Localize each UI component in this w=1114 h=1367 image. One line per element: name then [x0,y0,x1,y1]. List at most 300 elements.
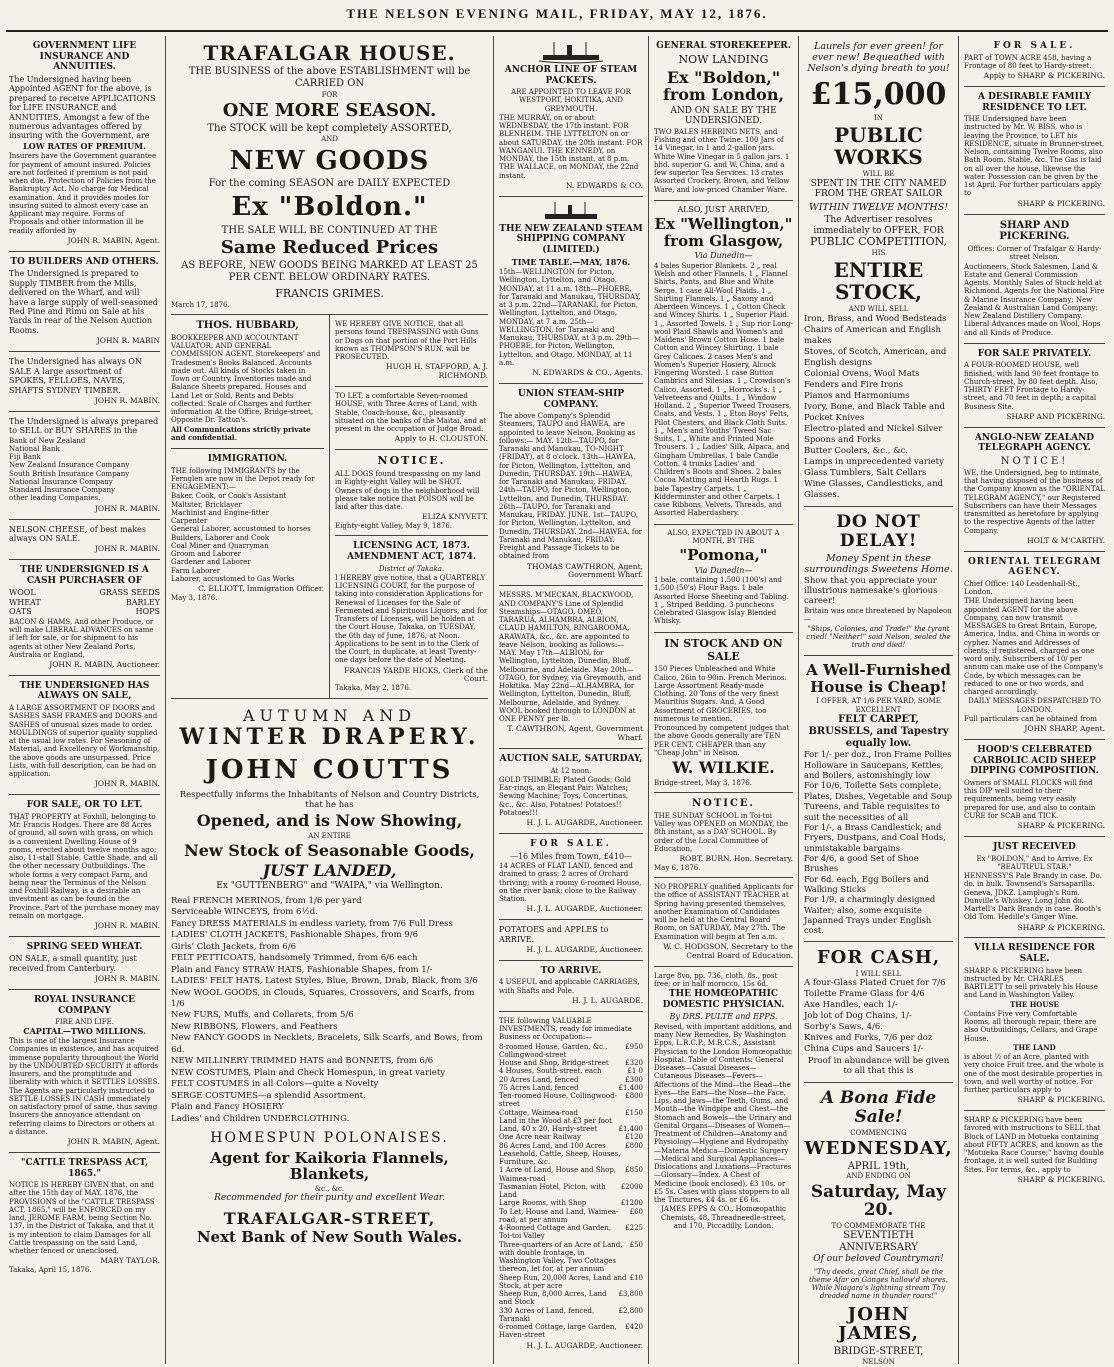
produce-left: WHEAT [9,597,41,607]
ad-capital: CAPITAL—TWO MILLIONS. [23,1025,146,1036]
ad-district: District of Takaka. [378,564,445,573]
list-item: South British Insurance Company [9,469,130,478]
investment-price: £2,800 [618,1306,643,1315]
ad-amount: £15,000 [810,76,947,112]
ad-note: All Communications strictly private and confidential. [171,424,311,442]
ad-body: TO LET, a comfortable Seven-roomed HOUSE, with Three Acres of Land, with Stable, Coach-house, &c., pleasantly situated on the banks of the Maitai, and at present in the occupation of Judge Broad. [335,392,487,434]
ad-body: A LARGE ASSORTMENT OF DOORS and SASHES SASH FRAMES and DOORS and SASHES of unusual sizes made to order. MOULDINGS of superior quality supplied at the usual low rates. For Seasoning of Material, and Excellency of Workmanship, the above goods are unsurpassed. Price Lists, with full description, can be had on application. [9,704,160,779]
ad-heading: NOTICE. [377,454,446,468]
ad-wednesday: WEDNESDAY, [804,1137,953,1159]
ad-heading: THE NEW ZEALAND STEAM SHIPPING COMPANY (LIMITED.) [499,223,643,256]
ad-investments [499,1012,643,1356]
list-item: Fiji Bank [9,453,41,462]
ad-wellington [654,201,793,525]
list-item: Baker, Cook, or Cook's Assistant [171,492,287,501]
list-item: Electro-plated and Nickel Silver Spoons and Forks [804,424,943,446]
ad-signer: Apply to SHARP & PICKERING. [983,71,1105,81]
ad-daily: DAILY MESSAGES DESPATCHED TO LONDON. [968,697,1101,714]
ad-price: Large 8vo, pp. 736, cloth, 8s., post free; or in half morocco, 15s 6d. [654,971,778,988]
ad-body: The above Company's Splendid Steamers, TAUPO and HAWEA, are appointed to leave Nelson, Booking as follows:— MAY. 12th—TAUPO, for Taranaki and Manukau, TO-NIGHT (FRIDAY), at 8 o'clock. 13th—HAWEA, for Picton, Wellington, Lyttelton, and Dunedin, THURSDAY. 19th—HAWEA, for Taranaki and Manukau, FRIDAY. 24th—TAUPO, for Picton, Wellington, Lyttelton, and Dunedin, THURSDAY. 26th—TAUPO, for Taranaki and Manukau, FRIDAY. JUNE. 1st—TAUPO, for Picton, Wellington, Lyttelton, and Dunedin, THURSDAY. 2nd—HAWEA, for Taranaki and Manukau, FRIDAY. Freight and Passage Tickets to be obtained from [499,412,643,561]
ad-body: 4 bales Superior Blankets. 2 „ real Welsh and other Flannels. 1 „ Flannel Shirts, Pants, and Blue and White Serge. 1 case All-Wool Plaids. 1 „ Shirting Flannels. 1 „ Saxony and Aberdeen Winceys. 1 „ Cotton Check and Wincey Shirts. 1 „ Superior Plaid. 1 „ Assorted Towels. 1 „ Sup rior Long-wool Plaid Shawls and Women's and Maidens' Brown Cotton Hose. 1 bale Cotton and Wincey Shirting. 1 bale Grey Calicoes. 2 cases Men's and Women's Superior Hosiery, Alcock Fingering Worsted. 1 case Button Cambrics and Silesias. 1 „ Crowdson's Calico, Assorted. 1 „ Horrocks's. 1 „ Velveteens and Quilts. 1 „ Window Holland. 2 „ Superior Tweed Trousers, Coats, and Vests. 1 „ Eton Boys' Felts, Pilot Chesters, and Black Cloth Suits. 1 „ Men's and Youths' Tweed Sac Suits. 1 „ White and Printed Mole Trousers. 1 „ Ladies' Silk, Alpaca, and Gingham Umbrellas. 1 bale Candle Cotton. 4 trunks Ladies' and Children's Boots and Shoes. 2 bales Cocoa Matting and Hearth Rugs. 1 bale Tapestry Carpets. 1 „ Kidderminster and other Carpets. 1 case Ribbons, Velvets, Threads, and Assorted Haberdashery. [654,261,793,518]
investment-label: Sheep Run, 20,000 Acres, Land and Stock, at per acre [499,1273,627,1290]
list-item: LADIES' FELT HATS, Latest Styles, Blue, Brown, Drab, Black, from 3/6 [171,976,478,987]
ad-saturday: Saturday, May 20. [810,1181,947,1221]
ad-sale: AND ON SALE BY THE UNDERSIGNED. [670,105,777,127]
column-5 [799,36,959,1364]
ad-heading: TO BUILDERS AND OTHERS. [10,256,159,267]
ad-heading: DO NOT DELAY! [836,512,921,552]
ad-hubbard [171,315,324,449]
investment-price: £800 [625,1141,643,1150]
ad-heading: UNION STEAM-SHIP COMPANY. [517,388,625,410]
ad-body: SHARP & PICKERING have been instructed by Mr. CHARLES BARTLETT to sell privately his House and Land in Washington Valley. [964,966,1098,1000]
list-item: Coal Miner and Quarryman [171,541,269,550]
ad-signer: SHARP & PICKERING. [1017,1174,1105,1184]
ad-heading: LICENSING ACT, 1873. AMENDMENT ACT, 1874. [346,541,477,563]
ad-street: BRIDGE-STREET, [833,1346,924,1358]
investment-price: £420 [625,1323,643,1332]
ad-poem: "Ships, Colonies, and Trade!" the tyrant cried! "Neither!" said Nelson, sealed the truth and died! [806,624,951,650]
ad-union-steam [499,384,643,586]
ad-via: Via Dunedin— [694,251,753,261]
ad-heading: FOR SALE. [993,41,1076,51]
ad-signer: SHARP & PICKERING. [1017,198,1105,208]
ad-public-works [804,36,953,507]
ad-heading: THE UNDERSIGNED HAS ALWAYS ON SALE, [19,680,150,702]
ad-anniversary: SEVENTIETH ANNIVERSARY [839,1230,918,1254]
ad-heading: A DESIRABLE FAMILY RESIDENCE TO LET. [977,91,1092,113]
ad-heading: GOVERNMENT LIFE INSURANCE AND ANNUITIES. [32,41,137,73]
list-item: NEW COSTUMES, Plain and Check Homespun, in great variety [171,1067,446,1078]
ad-signer: H. J. L. AUGARDE, Auctioneer. [526,944,643,954]
ad-marked: AS BEFORE, NEW GOODS BEING MARKED AT LEAST 25 PER CENT. BELOW ORDINARY RATES. [181,260,478,284]
investment-row [499,1059,643,1067]
ad-ex: Ex "GUTTENBERG" and "WAIPA," via Wellington. [216,881,443,892]
steamship-icon [539,201,603,223]
ad-licensing [335,536,488,697]
ad-subheading: At 12 noon. [550,766,592,775]
ad-heading: NOTICE. [691,798,756,810]
ad-timetable: TIME TABLE.—MAY, 1876. [511,256,631,267]
column-4 [649,36,799,1364]
ad-body: Show that you appreciate your illustrious namesake's glorious career! [804,576,938,607]
investment-price: £10 [629,1273,643,1282]
ad-pomona [654,525,793,633]
ad-poem: Laurels for ever green! for ever new! Bequeathed with Nelson's dying breath to you! [807,41,950,75]
investment-row [499,1323,643,1340]
investment-price: £2000 [620,1182,643,1191]
masthead-rule [6,30,1108,32]
ad-royal-insurance [9,990,160,1153]
ad-heading: THOS. HUBBARD, [196,320,299,332]
ad-to-let [335,387,488,450]
ad-body: BOOKKEEPER AND ACCOUNTANT VALUATOR, AND GENERAL COMMISSION AGENT. Storekeepers' and Tradesmen's Books Balanced. Accounts made out. All kinds of Stocks taken in Town or Country. Inventories made and Balance Sheets prepared. Houses and Land Let or Sold, Rents and Debts collected. Scale of Charges and further information At the Office, Bridge-street, Opposite Dr. Tatton's. [171,333,321,425]
investment-row [499,1307,643,1324]
ad-body: 15th—WELLINGTON for Picton, Wellington, Lyttelton, and Otago, MONDAY, at 11 a.m. 18th—PHOEBE, for Taranaki and Manukau, THURSDAY, at 3 p.m. 22nd—TARANAKI, for Picton, Wellington, Lyttelton, and Otago, MONDAY, at 7 a.m. 25th—WELLINGTON, for Taranaki and Manukau, THURSDAY, at 3 p.m. 29th—PHOEBE, for Picton, Wellington, Lyttelton, and Otago, MONDAY, at 11 a.m. [499,268,641,367]
ad-sell: I WILL SELL [855,969,902,978]
list-item: Plain and Fancy STRAW HATS, Fashionable Shapes, from 1/- [171,964,433,975]
ad-date: Bridge-street, May 3, 1876. [654,778,752,787]
ad-ship: Ex "Boldon," from London, [662,67,785,105]
ad-signer: SHARP & PICKERING. [1017,1095,1105,1105]
ad-notes: Insurers have the Government guarantee for payment of amount insured. Policies are not forfeited if premium is not paid when due. Protection of Policies from the Bankruptcy Act. No charge for Medical examination. And it provides modes for insuring suited to almost every case an Applicant may require. Forms of Proposals and other information ill be readily afforded by [9,152,157,235]
ad-next: Next Bank of New South Wales. [196,1228,463,1247]
investment-row [499,1109,643,1117]
ad-britain: Britain was once threatened by Napoleon— [804,607,952,624]
ad-body: 4 USEFUL and applicable CARRIAGES, with Shafts and Pole. [499,978,640,995]
list-item: Ladies' and Children UNDERCLOTHING. [171,1113,350,1124]
ad-signer: T. CAWTHRON, Agent, Government Wharf. [507,724,643,743]
ad-body: THAT PROPERTY at Foxhill, belonging to Mr. Francis Hodges. There are 88 Acres of ground, all sown with grass, on which is a convenient Dwelling House of 9 rooms, erected about twelve months ago; also, 11-stall Stable, Cattle Shade, and all the other necessary Outbuildings. The whole forms a very compact Farm, and being near the Terminus of the Nelson and Foxhill Railway, is a desirable an investment as can be found in the Province. Part of the purchase money may remain on mortgage. [9,812,160,920]
ad-new-goods: NEW GOODS [229,145,430,176]
ad-body: 1 bale, containing 1,500 (100's) and 1,500 (50's) Flour Bags. 1 bale Assorted Horse Sheeting and Tabling. 1 „ Striped Bedding. 3 puncheons Celebrated Glasgow Islay Blended Whisky. [654,576,789,626]
ad-will: WILL BE [862,170,895,179]
ad-body: POTATOES and APPLES to ARRIVE. [499,925,609,944]
cash-list [804,978,953,1055]
ad-subheading: ARE APPOINTED TO LEAVE FOR WESTPORT, HOKITIKA, AND GREYMOUTH. [511,88,631,113]
list-item: FELT PETTICOATS, handsomely Trimmed, from 6/6 each [171,953,418,964]
list-item: Ivory, Bone, and Black Table and Pocket Knives [804,401,945,424]
list-item: For 1/-, a Brass Candlestick; and Fryers, Dustpans, and Coal Hods, unmistakable bargains [804,821,946,853]
ad-signer: JOHN R. MABIN, Agent. [67,235,160,245]
ad-body: A FOUR-ROOMED HOUSE, well finished, with land 90 feet frontage to Church-street, by 80 feet depth. Also, THIRTY FEET Frontage to Hardy-street, and 70 feet in depth; a capital Business Site. [964,361,1099,411]
goods-list [171,896,488,1125]
ad-mckean [499,586,643,749]
list-item: Carpenter [171,517,208,526]
investment-row [499,1142,643,1167]
investment-label: House and Shop, Bridge-street [499,1059,609,1068]
investment-row [499,1199,643,1207]
produce-right: GRASS SEEDS [99,588,160,598]
investment-label: 20 Acres Land, fenced [499,1075,579,1084]
ad-seed-wheat [9,937,160,990]
ad-heading: ANGLO-NEW ZEALAND TELEGRAPH AGENCY. [974,432,1095,454]
ad-body: NOTICE IS HEREBY GIVEN that, on and after the 15th day of MAY, 1876, the PROVISIONS of the "CATTLE TRESPASS ACT, 1865," will be ENFORCED on my land, JEROME FARM, being Section No. 137, in the District of Takaka, and that it is my intention to claim Damages for all Cattle trespassing on the said Land, whether fenced or unenclosed. [9,1181,155,1256]
list-item: A four-Glass Plated Cruet for 7/6 [804,977,946,988]
ad-for-cash [804,942,953,1083]
ad-bona-fide [804,1083,953,1364]
ad-body: 14 ACRES of FLAT LAND, fenced and drained to grass; 2 acres of Orchard thriving; with a roomy 6-roomed House, on the river bank; close to the Railway Station. [499,862,642,904]
ad-signer: JAMES EPPS & CO., Homœopathic Chemists, 48, Threadneedle-street, and 170, Piccadilly, London. [660,1205,787,1230]
ad-body: Owners of SMALL FLOCKS will find this DIP well suited to their requirements, being very easily prepared for use, and also to contain CURE for SCAB and TICK. [964,778,1096,820]
list-item: Iron, Brass, and Wood Bedsteads [804,313,947,324]
ad-public: PUBLIC WORKS [834,123,923,170]
list-item: Laborer, accustomed to Gas Works [171,574,295,583]
list-item: For 6d. each, Egg Boilers and Walking Sticks [804,873,929,895]
ad-signer: FRANCIS YARDE HICKS, Clerk of the Court. [344,665,488,684]
investment-label: Ten-roomed House, Collingwood-street [499,1092,617,1109]
ad-name: JOHN COUTTS [205,755,454,786]
ad-in: IN [874,114,883,122]
ad-date: Eighty-eight Valley, May 9, 1876. [335,522,453,531]
investment-label: 86 Acres Land, and 100 Acres Leasehold, Cattle, Sheep, Houses, Furniture, &c. [499,1141,621,1167]
ad-heading: HOOD'S CELEBRATED CARBOLIC ACID SHEEP DIPPING COMPOSITION. [970,744,1099,777]
ad-heading: A Well-Furnished House is Cheap! [806,661,951,696]
ad-body: THE Undersigned have been instructed by Mr. W. BISS, who is leaving the Province, to LET his RESIDENCE, situate in Brunner-street, Nelson, containing Twelve Rooms, also Bath Room, Stable, &c. The Gas is laid on all over the house, likewise the water. Possession can be given by the 1st April. For further particulars apply to [964,115,1105,198]
investment-price: £120 [625,1133,643,1142]
steamship-icon [539,40,603,64]
ad-body: SHARP & PICKERING have been favored with instructions to SELL that Block of LAND in Motueka containing about FIFTY ACRES, and known as the "Motueka Race Course;" having double frontage, it is well suited for Building Sites. For terms, &c., apply to [964,1116,1104,1174]
ad-signer: JOHN R. MABIN, Auctioneer. [49,660,160,669]
investment-label: Large Rooms, with Shop [499,1199,587,1208]
investment-label: 8-roomed House, Garden, &c., Collingwood-street [499,1042,608,1059]
list-item: Glass Tumblers, Salt Cellars [804,468,927,479]
list-item: Maltster, Bricklayer [171,500,242,509]
ad-town-acre [964,36,1105,87]
investment-row [499,1183,643,1200]
list-item: National Bank [9,444,60,453]
investment-price: £225 [625,1224,643,1233]
investment-label: 6-roomed Cottage, large Garden, Haven-street [499,1323,617,1340]
ad-heading: IMMIGRATION. [207,454,288,465]
left-subcolumn [171,315,330,698]
ad-country: Of our beloved Countryman! [813,1253,944,1264]
ad-heading: IN STOCK AND ON SALE [664,636,783,663]
ad-cattle-trespass [9,1153,160,1280]
ad-builders [9,252,160,353]
produce-left: WOOL [9,588,36,598]
ad-heading: VILLA RESIDENCE FOR SALE. [974,943,1095,964]
investment-row [499,1274,643,1291]
investment-label: Sheep Run, 8,000 Acres, Land and Stock [499,1290,607,1307]
ad-heading: SHARP AND PICKERING. [999,219,1070,243]
list-item: New Zealand Insurance Company [9,461,130,470]
ad-body: The Undersigned having been Appointed AGENT for the above, is prepared to receive APPLICATIONS for LIFE INSURANCE and ANNUITIES. Amongst a few of the numerous advantages offered by insuring with the Government, are [9,74,156,141]
list-item: National Insurance Company [9,477,113,486]
investment-label: Land in the Wood at £3 per foot [499,1116,612,1125]
ad-body: BACON & HAMS, And other Produce, or will make LIBERAL ADVANCES on same if left for sale, or for shipment to his agents at other New Zealand Ports, Australia or England, [9,617,154,659]
ad-etc: &c., &c. [314,1184,345,1193]
ad-heading: GENERAL STOREKEEPER. [656,41,791,51]
ad-body: The Undersigned is prepared to Supply TIMBER from the Mills, delivered on the Wharf, and will have a large supply of well-seasoned Red Pine and Rimu on Sale at his Yards in rear of the Nelson Auction Rooms. [9,269,158,335]
ad-body: WE HEREBY GIVE NOTICE, that all persons found TRESPASSING with Guns or Dogs on that portion of the Port Hills known as THOMPSON'S RUN, will be PROSECUTED. [335,320,479,362]
ad-continued: THE SALE WILL BE CONTINUED AT THE [221,224,438,236]
ad-body: Revised, with important additions, and many New Remedies, By Washington Epps, L.R.C.P., M.R.C.S., Assistant Physician to the London Homœopathic Hospital. Table of Contents: General Diseases—Casual Diseases—Cutaneous Diseases—Fevers—Affections of the Mind—the Head—the Eyes—the Ears—the Nose—the Face, Lips, and Jaws—the Teeth, Gums, and Mouth—the Windpipe and Chest—the Stomach and Bowels—the Urinary and Genital Organs—Diseases of Women—Treatment of Children—Anatomy and Physiology—Hygiene and Hydropathy—Materia Medica—Domestic Surgery—Medical and Surgical Appliances—Dislocations and Luxations—Fractures—Glossary—Index. A Chest of Medicine (book enclosed), £3 10s. or £5 5s. Cases with glass stoppers to all the Tinctures, £4 4s. or £6 6s. [654,1022,793,1205]
ad-street: TRAFALGAR-STREET, [223,1208,436,1228]
ad-heading: "CATTLE TRESPASS ACT, 1865." [20,1157,149,1179]
investment-price: £800 [625,1092,643,1101]
investment-row [499,1092,643,1109]
investment-price: £1,400 [618,1125,643,1134]
investment-row [499,1224,643,1241]
ad-body: THE SUNDAY SCHOOL in Toi-toi Valley was OPENED on MONDAY, the 8th instant, as a DAY SCHOOL. By order of the Local Committee of Education, [654,811,788,853]
ad-homespun: HOMESPUN POLONAISES. [210,1130,449,1147]
list-item: Axe Handles, each 1/- [804,999,898,1010]
list-item: Girls' Cloth Jackets, from 6/6 [171,941,296,952]
ad-boldon: Ex "Boldon." [231,192,428,223]
ad-heading: ANCHOR LINE OF STEAM PACKETS. [504,65,638,86]
ad-signer: JOHN R. MABIN. [94,974,160,984]
ad-heading: FOR CASH, [816,946,941,968]
ad-spokes [9,352,160,412]
ad-trespass-guns [335,315,488,387]
ad-his: HIS [871,249,886,258]
ad-signer: THOMAS CAWTHRON, Agent, Government Wharf. [527,561,643,580]
ad-signer: N. EDWARDS & CO. [565,180,643,190]
investment-label: 330 Acres of Land, fenced, Taranaki [499,1306,595,1323]
ad-via: Via Dunedin— [694,565,753,575]
column-3 [494,36,649,1364]
ad-date: March 17, 1876. [171,300,230,309]
shares-list [9,437,160,503]
list-item: NEW MILLINERY TRIMMED HATS and BONNETS, from 6/6 [171,1056,434,1067]
ad-anglo-telegraph [964,428,1105,552]
ad-signer: N. EDWARDS & CO., Agents. [532,368,643,378]
ad-stock: The STOCK will be kept completely ASSORTED, [207,122,452,134]
ad-signer: Apply to H. CLOUSTON. [394,434,488,444]
ad-heading: AUCTION SALE, SATURDAY, [499,754,643,765]
investment-row [499,1208,643,1225]
ad-date: Takaka, April 15, 1876. [9,1266,92,1275]
ad-resolved: The Advertiser resolves immediately to OFFER, FOR [813,214,944,236]
list-item: For 1/- per doz., Iron Frame Pollies [804,749,952,760]
list-item: Farm Laborer [171,566,221,575]
list-item: New FANCY GOODS in Necklets, Bracelets, Silk Scarfs, and Bows, from 6d. [171,1033,483,1055]
ad-general-store [654,36,793,201]
list-item: Gardener and Laborer [171,558,251,567]
two-column-block [171,315,488,699]
ad-oriental-telegram [964,552,1105,740]
ad-trafalgar-house [171,36,488,315]
ad-body: PART of TOWN ACRE 458, having a Frontage of 80 feet to Hardy-street. [964,53,1092,70]
investment-label: Cottage, Waimea-road [499,1108,578,1117]
list-item: Machinist and Engine-fitter [171,508,269,517]
ad-to-arrive [499,961,643,1012]
ad-body: Auctioneers, Stock Salesmen, Land & Estate and General Commission Agents. Monthly Sales of Stock held at Richmond. Agents for the National Fire & Marine Insurance Company; New Zealand & Australian Land Company; New Zealand Distillery Company. Liberal Advances made on Wool, Hops and all Kinds of Produce. [964,262,1105,337]
investment-row [499,1125,643,1133]
ad-town: NELSON [862,1357,895,1364]
ad-subheading: —16 Miles from Town, £410— [509,851,633,861]
produce-row [9,598,160,607]
ad-within: WITHIN TWELVE MONTHS! [808,201,949,213]
list-item: Fancy DRESS MATERIALS in endless variety, from 7/6 Full Dress [171,918,453,929]
investment-label: 4-Roomed Cottage and Garden, Toi-toi Valley [499,1224,612,1241]
investment-label: Tasmanian Hotel, Picton, with Land [499,1182,606,1200]
ad-prices: Same Reduced Prices [220,237,439,259]
stock-list [804,314,953,502]
ad-commencing: COMMENCING [850,1128,907,1137]
ad-sell: AND WILL SELL [848,305,909,314]
ad-heading: FOR SALE. [530,838,612,849]
ad-signer: H. J. L. AUGARDE, Auctioneer. [526,1340,643,1350]
ad-heading: FOR SALE, OR TO LET. [26,800,143,811]
ad-body: I HEREBY give notice, that a QUARTERLY LICENSING COURT, for the purpose of taking into consideration Applications for Renewal of Licenses for the Sale of Fermented and Spirituous Liquors, and for Transfers of Licenses, will be holden at the Court House, Takaka, on TUESDAY, the 6th day of June, 1876, at Noon. Applications to be sent in to the Clerk of the Court, in duplicate, at least Twenty-one days before the date of Meeting. [335,573,488,665]
ad-for-sale-land [499,834,643,920]
investment-row [499,1241,643,1274]
investment-row [499,1043,643,1060]
ad-inform: Respectfully informs the Inhabitants of Nelson and Country Districts, that he has [179,790,480,811]
ad-coming: For the coming SEASON are DAILY EXPECTED [208,178,451,190]
ad-subheading: Money Spent in these surroundings Sweetens Home. [804,552,953,575]
investment-label: Land, 40 x 20, Hardy-street [499,1125,598,1134]
ad-authors: By DRS. PULTE and EPPS. [669,1012,778,1022]
investment-price [640,1117,643,1125]
ad-doors [9,676,160,795]
ad-signer: H. J. L. AUGARDE. [572,995,643,1005]
list-item: FELT COSTUMES in all Colors—quite a Novelty [171,1079,379,1090]
investment-price: £320 [625,1059,643,1068]
investment-label: One Acre near Railway [499,1133,581,1142]
list-item: Colonial Ovens, Wool Mats [804,368,920,379]
list-item: Wine Glasses, Candlesticks, and Glasses. [804,479,944,501]
ad-full: Full particulars can be obtained from [964,714,1097,723]
ad-signer: W. C. HODGSON, Secretary to the Central Board of Education. [663,941,793,960]
list-item: For 4/6, a good Set of Shoe Brushes [804,852,919,874]
list-item: Plain and Fancy HOSIERY [171,1102,284,1113]
ad-body: THE Undersigned having been appointed AGENT for the above Company, can now transmit MESSAGES to Great Britain, Europe, America, India, and China in words or cypher. Names and Addresses of clients, if registered, charged as one word only. Subscribers of 10/ per annum can make use of the Company's Code, by which messages can be reduced to one or two words, and charged accordingly. [964,597,1103,697]
investment-price: £3,800 [618,1290,643,1299]
investment-label: To Let, House and Land, Waimea-road, at per annum [499,1207,619,1224]
investment-price: £50 [629,1240,643,1249]
ad-do-not-delay [804,507,953,656]
ad-landing: NOW LANDING [678,52,769,66]
ad-signer: H. J. L. AUGARDE, Auctioneer. [526,818,643,828]
ad-government-insurance [9,36,160,252]
investment-row [499,1290,643,1307]
ad-signer: SHARP AND PICKERING. [1006,411,1105,421]
list-item: other leading Companies. [9,494,101,503]
ad-signer: JOHN R. MABIN. [94,921,160,931]
ad-signer: JOHN R. MABIN [96,336,160,346]
ad-subheading: LOW RATES OF PREMIUM. [23,140,146,151]
ad-date: May 3, 1876. [171,594,218,603]
ad-just-received [964,837,1105,938]
ad-nz-steam [499,197,643,384]
ad-ship: "Pomona," [679,546,768,565]
list-item: Groom and Laborer [171,550,241,559]
ad-entire: AN ENTIRE [308,831,351,840]
ad-family-residence [964,87,1105,215]
ad-proof: Proof in abundance will be given to all that this is [807,1056,950,1077]
list-item: Standard Insurance Company [9,486,116,495]
ad-poem: "Thy deeds, great Chief, shall be the theme Afar on Ganges hallow'd shores, While Niagara's lightning stream Thy dreaded name in thunder roars!" [808,1267,948,1301]
ad-spent: SPENT IN THE CITY NAMED FROM THE GREAT SAILOR [810,178,947,200]
produce-row [9,588,160,597]
column-6 [959,36,1110,1364]
column-1 [4,36,166,1364]
ad-heading: THE HOMŒOPATHIC DOMESTIC PHYSICIAN. [662,989,785,1010]
ad-epps [654,967,793,1235]
ad-competition: PUBLIC COMPETITION, [809,235,948,249]
ad-signer: JOHN R. MABIN. [94,779,160,789]
list-item: Fenders and Fire Irons [804,379,904,390]
ad-immigration [171,449,324,607]
ad-heading: TO ARRIVE. [540,965,602,976]
ad-in-stock [654,633,793,794]
ad-signer: JOHN R. MABIN. [94,395,160,405]
list-item: Stoves, of Scotch, American, and English designs [804,346,947,368]
ad-body: ALL DOGS found trespassing on my land in Eighty-eight Valley will be SHOT. Owners of dogs in the neighborhood will please take notice that POISON will be laid after this date. [335,470,481,512]
investment-price: £1 0 [627,1067,643,1076]
list-item: Serviceable WINCEYS, from 6½d. [171,907,318,918]
right-subcolumn [330,315,488,698]
ad-offices: Offices: Corner of Trafalgar & Hardy-street Nelson. [967,245,1102,262]
list-item: Real FRENCH MERINOS, from 1/6 per yard [171,895,362,906]
investment-row [499,1166,643,1183]
ad-body: THE following VALUABLE INVESTMENTS, ready for immediate Business or Occupation:— [499,1016,632,1042]
produce-right: HOPS [135,607,160,617]
list-item: Chairs of American and English makes [804,324,941,346]
produce-row [9,607,160,616]
ad-body: THE following IMMIGRANTS by the Fernglen are now in the Depot ready for ENGAGEMENT:— [171,466,315,492]
ad-body: TWO BALES HERRING NETS, and Fishing and other Twine. 100 Jars of 14 Vinegar, in 1 and 2-gallon jars. White Wine Vinegar in 5 gallon jars. 1 hhd. superior G. and W. China, and a few superior Tea Services. 13 crates Assorted Crockery, Brown, and Yellow Ware, and low-priced Chamber Ware. [654,127,790,194]
ad-foxhill [9,795,160,937]
ad-body: GOLD THIMBLE; Plated Goods; Gold Ear-rings, an Elegant Pair; Watches; Sewing Machine; Toys; Concertinas, &c., &c. Also, Potatoes! Potatoes!! Potatoes!!! [499,775,631,817]
investment-price: £850 [625,1166,643,1175]
list-item: Knives and Forks, 7/6 per doz [804,1033,933,1044]
ad-heading: FOR SALE PRIVATELY. [977,348,1092,359]
ad-agent: Agent for Kaikoria Flannels, Blankets, [210,1148,449,1184]
